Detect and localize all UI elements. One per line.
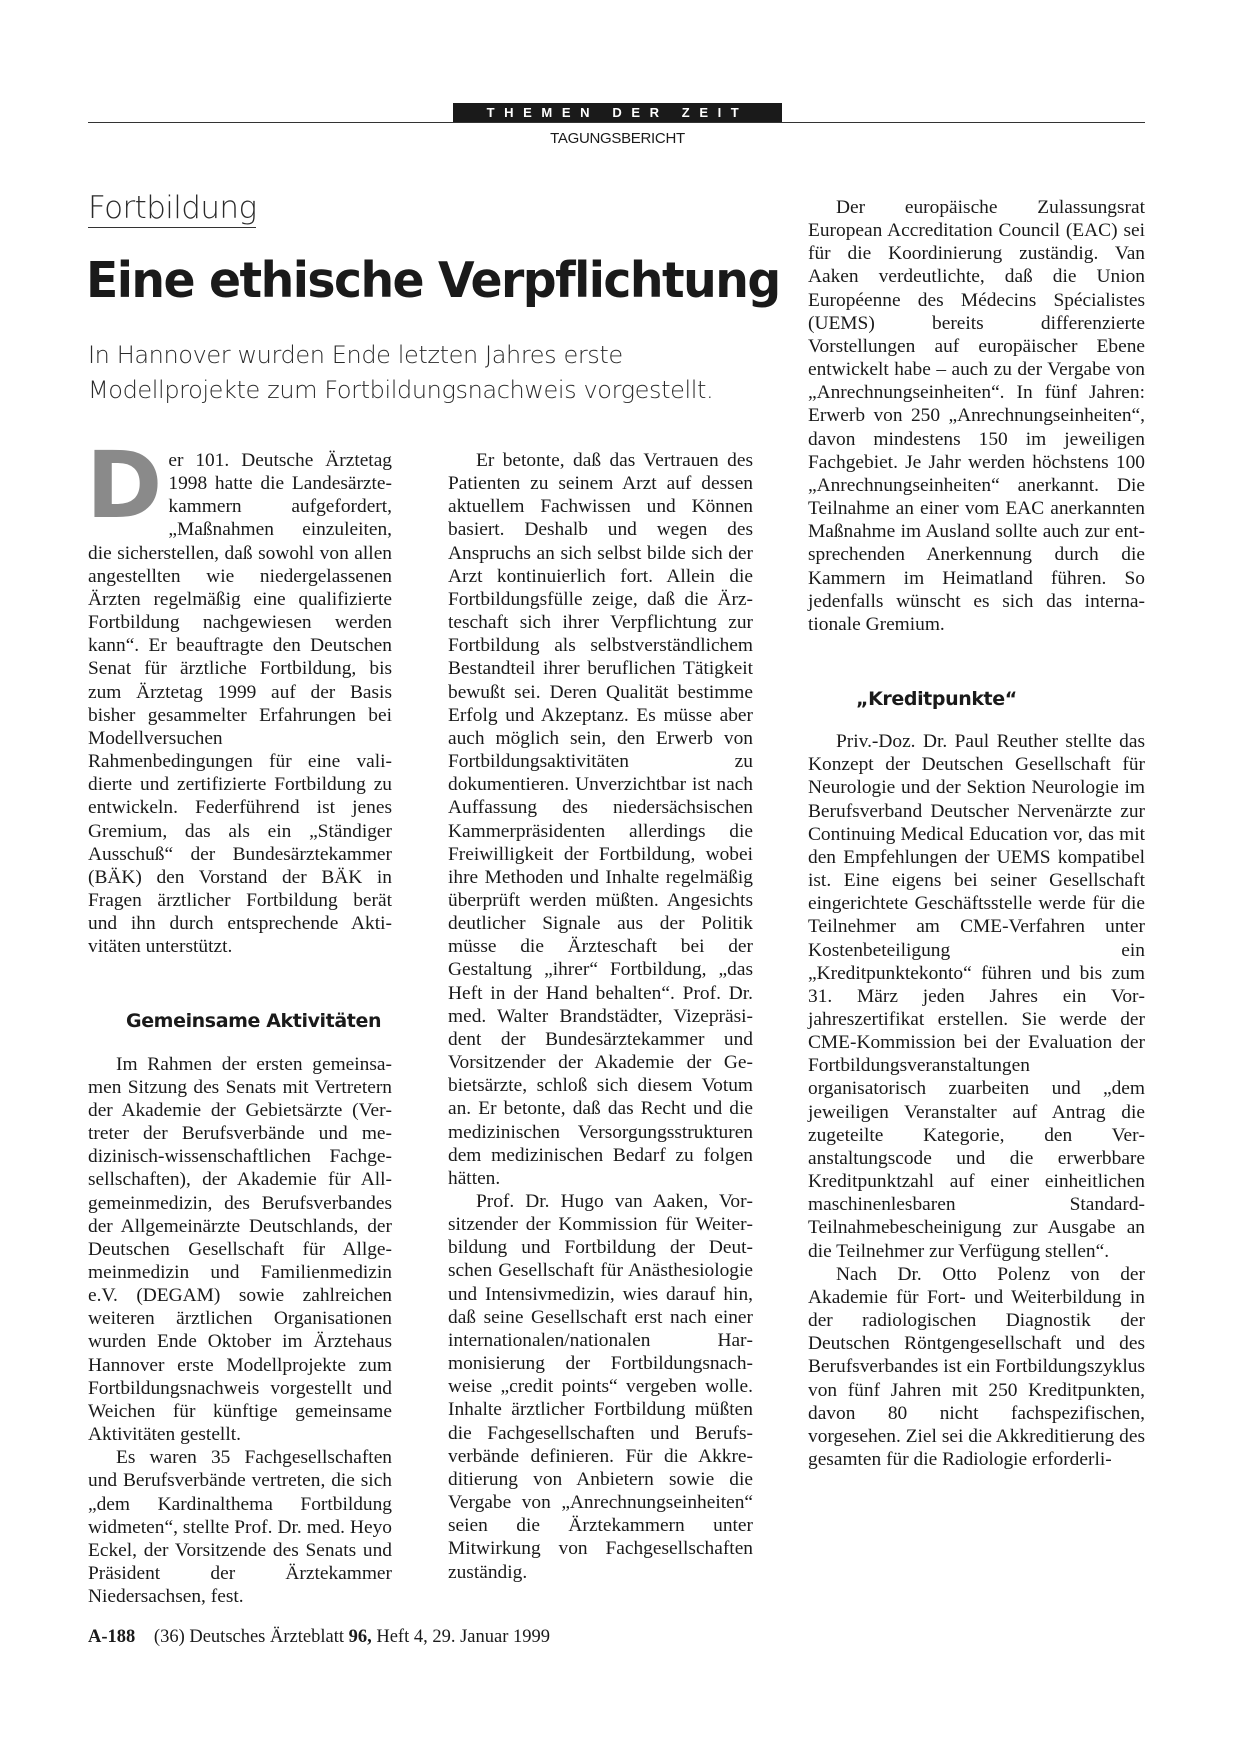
section-label: THEMEN DER ZEIT bbox=[453, 103, 782, 122]
article-kicker: Fortbildung bbox=[88, 190, 257, 226]
paragraph: Es waren 35 Fachgesellschaften und Berufsverbände vertreten, die sich „dem Kardinalthema Fortbildung widmeten“, stellte Prof. Dr. med. Heyo Eckel, der Vorsitzende des Senats und Präsident der Ärztekammer Niedersachsen, fest. bbox=[88, 1447, 392, 1608]
header-rule bbox=[88, 122, 1145, 123]
article-subtitle: In Hannover wurden Ende letzten Jahres erste Modellprojekte zum Fortbildungsnachweis vorgestellt. bbox=[88, 341, 714, 404]
section-heading: Gemeinsame Aktivitäten bbox=[126, 1010, 382, 1033]
text-column-3 bbox=[808, 196, 1145, 1471]
paragraph: Prof. Dr. Hugo van Aaken, Vorsitzender der Kommission für Weiterbildung und Fortbildung der Deutschen Gesellschaft für Anästhesiologie und Intensivmedizin, wies darauf hin, daß seine Gesellschaft erst nach einer internationalen/nationalen Harmonisierung der Fortbildungsnachweise „credit points“ vergeben wolle. Inhalte ärztlicher Fortbildung müßten die Fachgesellschaften und Berufsverbände definieren. Für die Akkreditierung von Anbietern sowie die Vergabe von „Anrechnungseinheiten“ seien die Ärztekammern unter Mitwirkung von Fachgesellschaften zuständig. bbox=[448, 1191, 753, 1583]
citation-suffix: Heft 4, 29. Januar 1999 bbox=[376, 1627, 551, 1647]
drop-cap: D bbox=[86, 432, 163, 539]
paragraph: Nach Dr. Otto Polenz von der Akademie für Fort- und Weiterbildung in der radiologischen Diagnostik der Deutschen Röntgengesellschaft und des Berufsverbandes ist ein Fortbildungszyklus von fünf Jahren mit 250 Kreditpunkten, davon 80 nicht fachspezifischen, vorgesehen. Ziel sei die Akkreditierung des gesamten für die Radiologie erforderli- bbox=[808, 1263, 1145, 1470]
citation-volume: 96, bbox=[348, 1627, 372, 1647]
paragraph: er 101. Deutsche Ärztetag 1998 hatte die Landesärztekammern aufgefordert, „Maßnahmen einzuleiten, die sicherstellen, daß sowohl von allen angestellten wie niedergelassenen Ärzten regelmäßig eine qualifizierte Fortbildung nachgewiesen werden kann“. Er beauftragte den Deutschen Senat für ärztliche Fortbildung, bis zum Ärztetag 1999 auf der Basis bisher gesammelter Erfahrungen bei Modellversuchen Rahmenbedingungen für eine validierte und zertifizierte Fortbildung zu entwickeln. Federführend ist jenes Gremium, das als ein „Ständiger Ausschuß“ der Bundesärztekammer (BÄK) den Vorstand der BÄK in Fragen ärztlicher Fortbildung berät und ihn durch entsprechende Aktivitäten unterstützt. bbox=[88, 450, 392, 958]
page-footer bbox=[88, 1627, 550, 1648]
citation-prefix: (36) Deutsches Ärzteblatt bbox=[153, 1627, 344, 1647]
section-heading: „Kreditpunkte“ bbox=[856, 687, 1017, 710]
text-column-2 bbox=[448, 449, 753, 1584]
paragraph: Er betonte, daß das Vertrauen des Patienten zu seinem Arzt auf dessen aktuellem Fachwissen und Können basiert. Deshalb und wegen des Anspruchs an sich selbst bilde sich der Arzt kontinuierlich fort. Allein die Fortbildungsfülle zeige, daß die Ärzteschaft sich ihrer Verpflichtung zur Fortbildung als selbstverständlichem Bestandteil ihrer beruflichen Tätigkeit bewußt sei. Deren Qualität bestimme Erfolg und Akzeptanz. Es müsse aber auch möglich sein, den Erwerb von Fortbildungsaktivitäten zu dokumentieren. Unverzichtbar ist nach Auffassung des niedersächsischen Kammerpräsidenten allerdings die Freiwilligkeit der Fortbildung, wobei ihre Methoden und Inhalte regelmäßig überprüft werden müßten. Angesichts deutlicher Signale aus der Politik müsse die Ärzteschaft bei der Gestaltung „ihrer“ Fortbildung, „das Heft in der Hand behalten“. Prof. Dr. med. Walter Brandstädter, Vizepräsident der Bundesärztekammer und Vorsitzender der Akademie der Gebietsärzte, schloß sich diesem Votum an. Er betonte, daß das Recht und die medizinischen Versorgungsstrukturen dem medizinischen Bedarf zu folgen hätten. bbox=[448, 450, 753, 1189]
paragraph: Priv.-Doz. Dr. Paul Reuther stellte das Konzept der Deutschen Gesellschaft für Neurologie und der Sektion Neurologie im Berufsverband Deutscher Nervenärzte zur Continuing Medical Education vor, das mit den Empfehlungen der UEMS kompatibel ist. Eine eigens bei seiner Gesellschaft eingerichtete Geschäftsstelle werde für die Teilnehmer am CME-Verfahren unter Kostenbeteiligung ein „Kreditpunktekonto“ führen und bis zum 31. März jeden Jahres ein Vorjahreszertifikat erstellen. Sie werde der CME-Kommission bei der Evaluation der Fortbildungsveranstaltungen organisatorisch zuarbeiten und „dem jeweiligen Veranstalter auf Antrag die zugeteilte Kategorie, den Veranstaltungscode und die erwerbbare Kreditpunktzahl auf einer einheitlichen maschinenlesbaren Standard-Teilnahmebescheinigung zur Ausgabe an die Teilnehmer zur Verfügung stellen“. bbox=[808, 731, 1145, 1262]
paragraph: Der europäische Zulassungsrat European Accreditation Council (EAC) sei für die Koordinierung zuständig. Van Aaken verdeutlichte, daß die Union Européenne des Médecins Spécialistes (UEMS) bereits differenzierte Vorstellungen auf europäischer Ebene entwickelt habe – auch zu der Vergabe von „Anrechnungseinheiten“. In fünf Jahren: Erwerb von 250 „Anrechnungseinheiten“, davon mindestens 150 im jeweiligen Fachgebiet. Je Jahr werden höchstens 100 „Anrechnungseinheiten“ anerkannt. Die Teilnahme an einer vom EAC anerkannten Maßnahme im Ausland sollte auch zur entsprechenden Anerkennung durch die Kammern im Heimatland führen. So jedenfalls wünscht es sich das internationale Gremium. bbox=[808, 197, 1145, 635]
page-number: A-188 bbox=[88, 1627, 136, 1647]
article-title: Eine ethische Verpflichtung bbox=[86, 252, 780, 309]
text-column-1 bbox=[86, 432, 392, 1608]
paragraph: Im Rahmen der ersten gemeinsamen Sitzung des Senats mit Vertretern der Akademie der Gebietsärzte (Vertreter der Berufsverbände und medizinisch-wissenschaftlichen Fachgesellschaften), der Akademie für Allgemeinmedizin, des Berufsverbandes der Allgemeinärzte Deutschlands, der Deutschen Gesellschaft für Allgemeinmedizin und Familienmedizin e.V. (DEGAM) sowie zahlreichen weiteren ärztlichen Organisationen wurden Ende Oktober im Ärztehaus Hannover erste Modellprojekte zum Fortbildungsnachweis vorgestellt und Weichen für künftige gemeinsame Aktivitäten gestellt. bbox=[88, 1053, 392, 1446]
subsection-label: TAGUNGSBERICHT bbox=[550, 130, 685, 147]
